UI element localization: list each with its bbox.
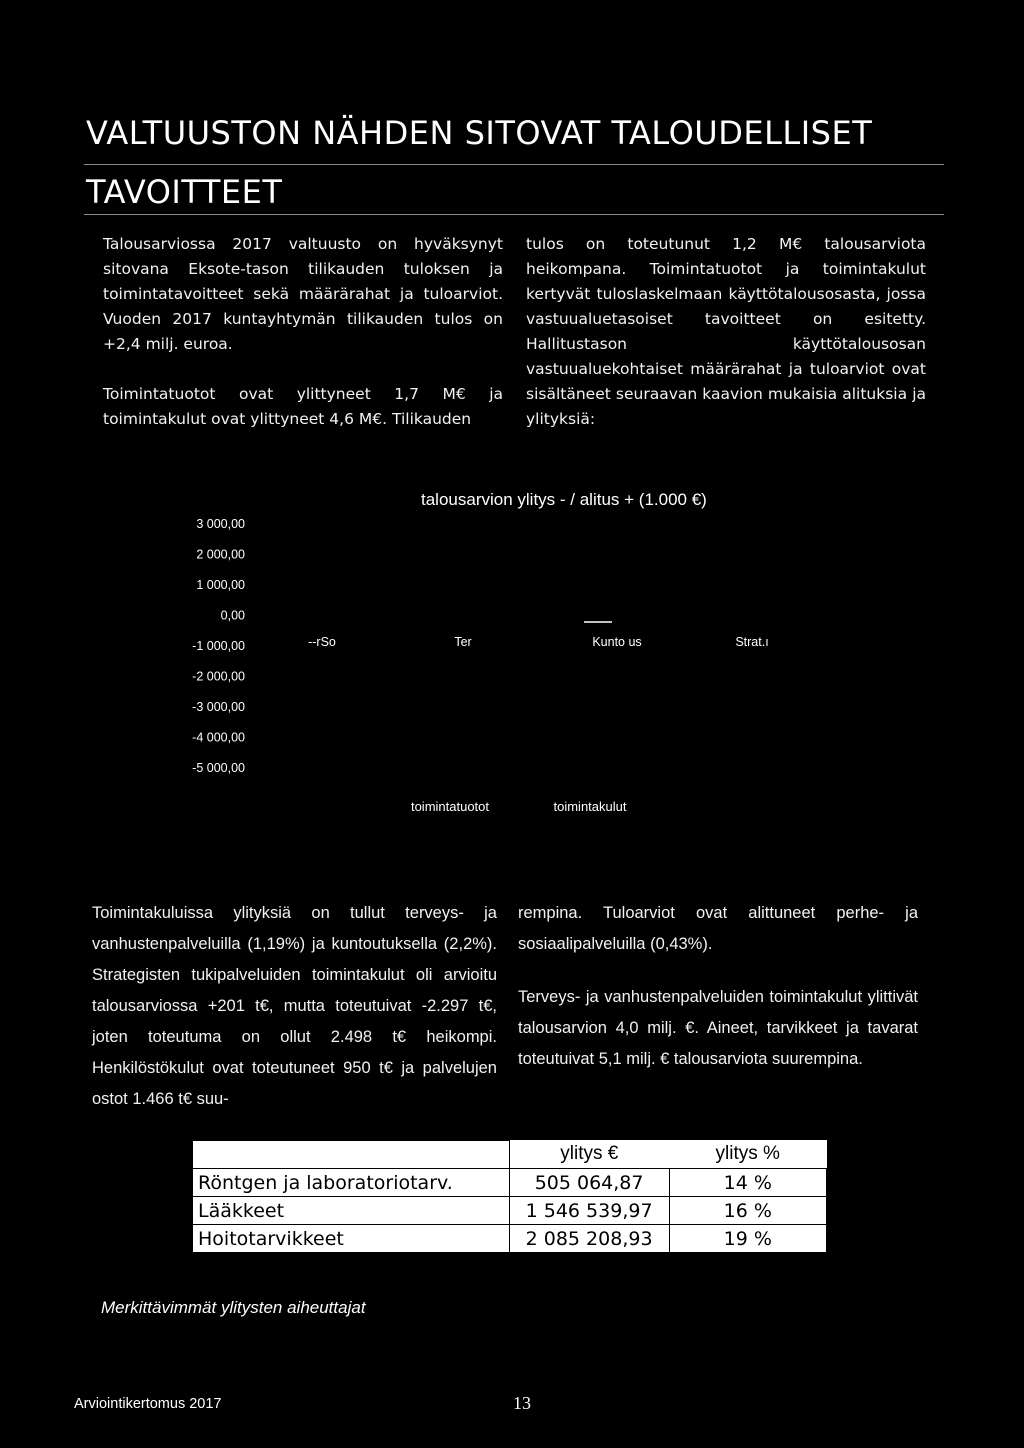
chart-x-axis	[308, 635, 769, 649]
x-category-label: Strat.ı	[735, 635, 769, 649]
chart-title: talousarvion ylitys - / alitus + (1.000 €)	[421, 490, 707, 509]
y-tick-label: 1 000,00	[196, 578, 245, 592]
x-category-label: Ter	[454, 635, 472, 649]
table-cell-category: Röntgen ja laboratoriotarv.	[193, 1169, 510, 1197]
table-row	[193, 1169, 827, 1197]
chart-legend	[411, 799, 627, 814]
budget-variance-chart	[0, 470, 1024, 830]
body-right-paragraph-2: Terveys- ja vanhustenpalveluiden toimintakulut ylittivät talousarvion 4,0 milj. €. Aineet, tarvikkeet ja tavarat toteutuivat 5,1 milj. € talousarviota suurempina.	[518, 988, 918, 1068]
table-cell-pct: 14 %	[669, 1169, 826, 1197]
table-cell-pct: 16 %	[669, 1197, 826, 1225]
table-header-row	[193, 1141, 827, 1169]
y-tick-label: 2 000,00	[196, 547, 245, 562]
intro-left-paragraph-1: Talousarviossa 2017 valtuusto on hyväksynyt sitovana Eksote-tason tilikauden tuloksen ja toimintatavoitteet sekä määrärahat ja tuloarviot. Vuoden 2017 kuntayhtymän tilikauden tulos on +2,4 milj. euroa.	[103, 235, 503, 353]
body-left-paragraph: Toimintakuluissa ylityksiä on tullut terveys- ja vanhustenpalveluilla (1,19%) ja kuntoutuksella (2,2%). Strategisten tukipalveluiden toimintakulut oli arvioitu talousarviossa +201 t€, mutta toteutuivat -2.297 t€, joten toteutuma on ollut 2.498 t€ heikompi. Henkilöstökulut ovat toteutuneet 950 t€ ja palvelujen ostot 1.466 t€ suu-	[92, 904, 497, 1108]
table-cell-category: Lääkkeet	[193, 1197, 510, 1225]
y-tick-label: -2 000,00	[192, 669, 245, 684]
y-tick-label: -4 000,00	[192, 730, 245, 745]
intro-left-paragraph-2: Toimintatuotot ovat ylittyneet 1,7 M€ ja toimintakulut ovat ylittyneet 4,6 M€. Tilikauden	[103, 385, 503, 428]
table-cell-eur: 2 085 208,93	[509, 1225, 669, 1253]
heading-rule-2	[84, 214, 944, 215]
x-category-label: --rSo	[308, 635, 336, 649]
body-right-paragraph-1: rempina. Tuloarviot ovat alittuneet perhe- ja sosiaalipalveluilla (0,43%).	[518, 904, 918, 953]
y-tick-label: 0,00	[220, 608, 245, 623]
page-heading-line-1: VALTUUSTON NÄHDEN SITOVAT TALOUDELLISET	[86, 114, 873, 152]
table-cell-category: Hoitotarvikkeet	[193, 1225, 510, 1253]
table-cell-eur: 1 546 539,97	[509, 1197, 669, 1225]
chart-y-axis	[192, 517, 245, 775]
table-header-overrun-eur: ylitys €	[509, 1141, 669, 1169]
heading-rule-1	[84, 164, 944, 165]
body-left-column	[92, 898, 497, 1115]
y-tick-label: -3 000,00	[192, 700, 245, 714]
table-row	[193, 1225, 827, 1253]
page-heading-line-2: TAVOITTEET	[86, 173, 283, 211]
intro-right-paragraph-1: tulos on toteutunut 1,2 M€ talousarviota heikompana. Toimintatuotot ja toimintakulut kertyvät tuloslaskelmaan käyttötalousosasta, jossa vastuualuetasoiset tavoitteet on esitetty. Hallitustason käyttötalousosan vastuualuekohtaiset määrärahat ja tuloarviot ovat sisältäneet seuraavan kaavion mukaisia alituksia ja ylityksiä:	[526, 235, 926, 428]
table-cell-eur: 505 064,87	[509, 1169, 669, 1197]
table-header-label	[193, 1141, 510, 1169]
footer-report-name: Arviointikertomus 2017	[74, 1396, 222, 1412]
intro-right-column	[526, 232, 926, 432]
y-tick-label: -1 000,00	[192, 639, 245, 653]
y-tick-label: -5 000,00	[192, 761, 245, 775]
intro-left-column	[103, 232, 503, 432]
table-header-overrun-pct: ylitys %	[669, 1141, 826, 1169]
legend-entry: toimintatuotot	[410, 799, 490, 814]
table-cell-pct: 19 %	[669, 1225, 826, 1253]
table-row	[193, 1197, 827, 1225]
legend-entry: toimintakulut	[553, 799, 627, 814]
y-tick-label: 3 000,00	[196, 517, 245, 531]
overrun-table	[192, 1140, 827, 1253]
x-category-label: Kunto us	[592, 635, 642, 649]
table-caption: Merkittävimmät ylitysten aiheuttajat	[101, 1298, 366, 1317]
page-number: 13	[513, 1393, 531, 1413]
body-right-column	[518, 898, 918, 1075]
